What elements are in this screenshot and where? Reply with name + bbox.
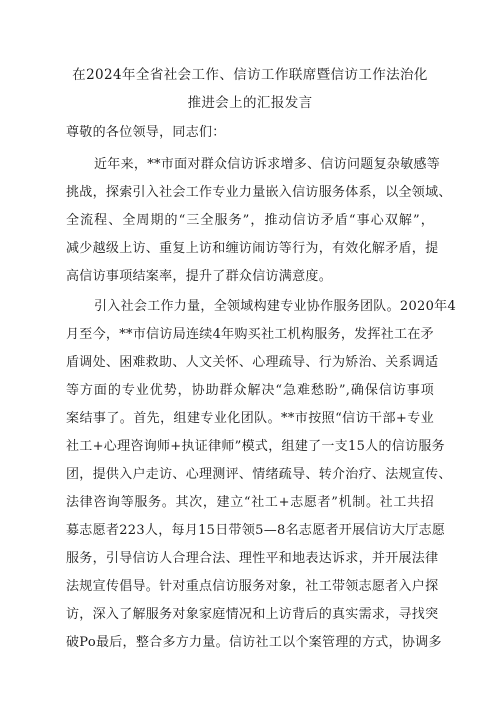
paragraph-1-line-4: 减少越级上访、重复上访和缠访闹访等行为，有效化解矛盾，提 — [66, 241, 439, 256]
paragraph-2-line-3: 盾调处、困难救助、人文关怀、心理疏导、行为矫治、关系调适 — [66, 355, 439, 370]
paragraph-1-line-2: 挑战，探索引入社会工作专业力量嵌入信访服务体系，以全领域、 — [66, 185, 452, 200]
document-title-line-1: 在2024年全省社会工作、信访工作联席暨信访工作法治化 — [72, 67, 428, 83]
paragraph-2-line-7: 团，提供入户走访、心理测评、情绪疏导、转介治疗、法规宣传、 — [66, 467, 452, 482]
paragraph-2-line-8: 法律咨询等服务。其次，建立“社工+志愿者”机制。社工共招 — [66, 495, 434, 510]
paragraph-2-line-12: 访，深入了解服务对象家庭情况和上访背后的真实需求，寻找突 — [66, 607, 439, 622]
paragraph-2-line-9: 募志愿者223人，每月15日带领5—8名志愿者开展信访大厅志愿 — [66, 523, 446, 538]
document-title-line-2: 推进会上的汇报发言 — [187, 95, 313, 111]
paragraph-2-line-10: 服务，引导信访人合理合法、理性平和地表达诉求，并开展法律 — [66, 551, 439, 566]
salutation: 尊敬的各位领导，同志们： — [66, 125, 226, 140]
paragraph-2-line-13: 破Po最后，整合多方力量。信访社工以个案管理的方式，协调多 — [66, 635, 442, 650]
paragraph-1-line-5: 高信访事项结案率，提升了群众信访满意度。 — [66, 269, 333, 284]
paragraph-2-line-1: 引入社会工作力量，全领域构建专业协作服务团队。2020年4 — [94, 299, 457, 314]
paragraph-2-line-4: 等方面的专业优势，协助群众解决“急难愁盼”,确保信访事项 — [66, 383, 434, 398]
paragraph-2-line-6: 社工+心理咨询师+执证律师”模式，组建了一支15人的信访服务 — [66, 439, 445, 454]
paragraph-2-line-11: 法规宣传倡导。针对重点信访服务对象，社工带领志愿者入户探 — [66, 579, 439, 594]
paragraph-1-line-3: 全流程、全周期的“三全服务”，推动信访矛盾“事心双解”， — [66, 213, 434, 228]
paragraph-2-line-5: 案结事了。首先，组建专业化团队。**市按照“信访干部+专业 — [66, 411, 434, 426]
paragraph-2-line-2: 月至今，**市信访局连续4年购买社工机构服务，发挥社工在矛 — [66, 327, 434, 342]
paragraph-1-line-1: 近年来，**市面对群众信访诉求增多、信访问题复杂敏感等 — [94, 157, 441, 172]
